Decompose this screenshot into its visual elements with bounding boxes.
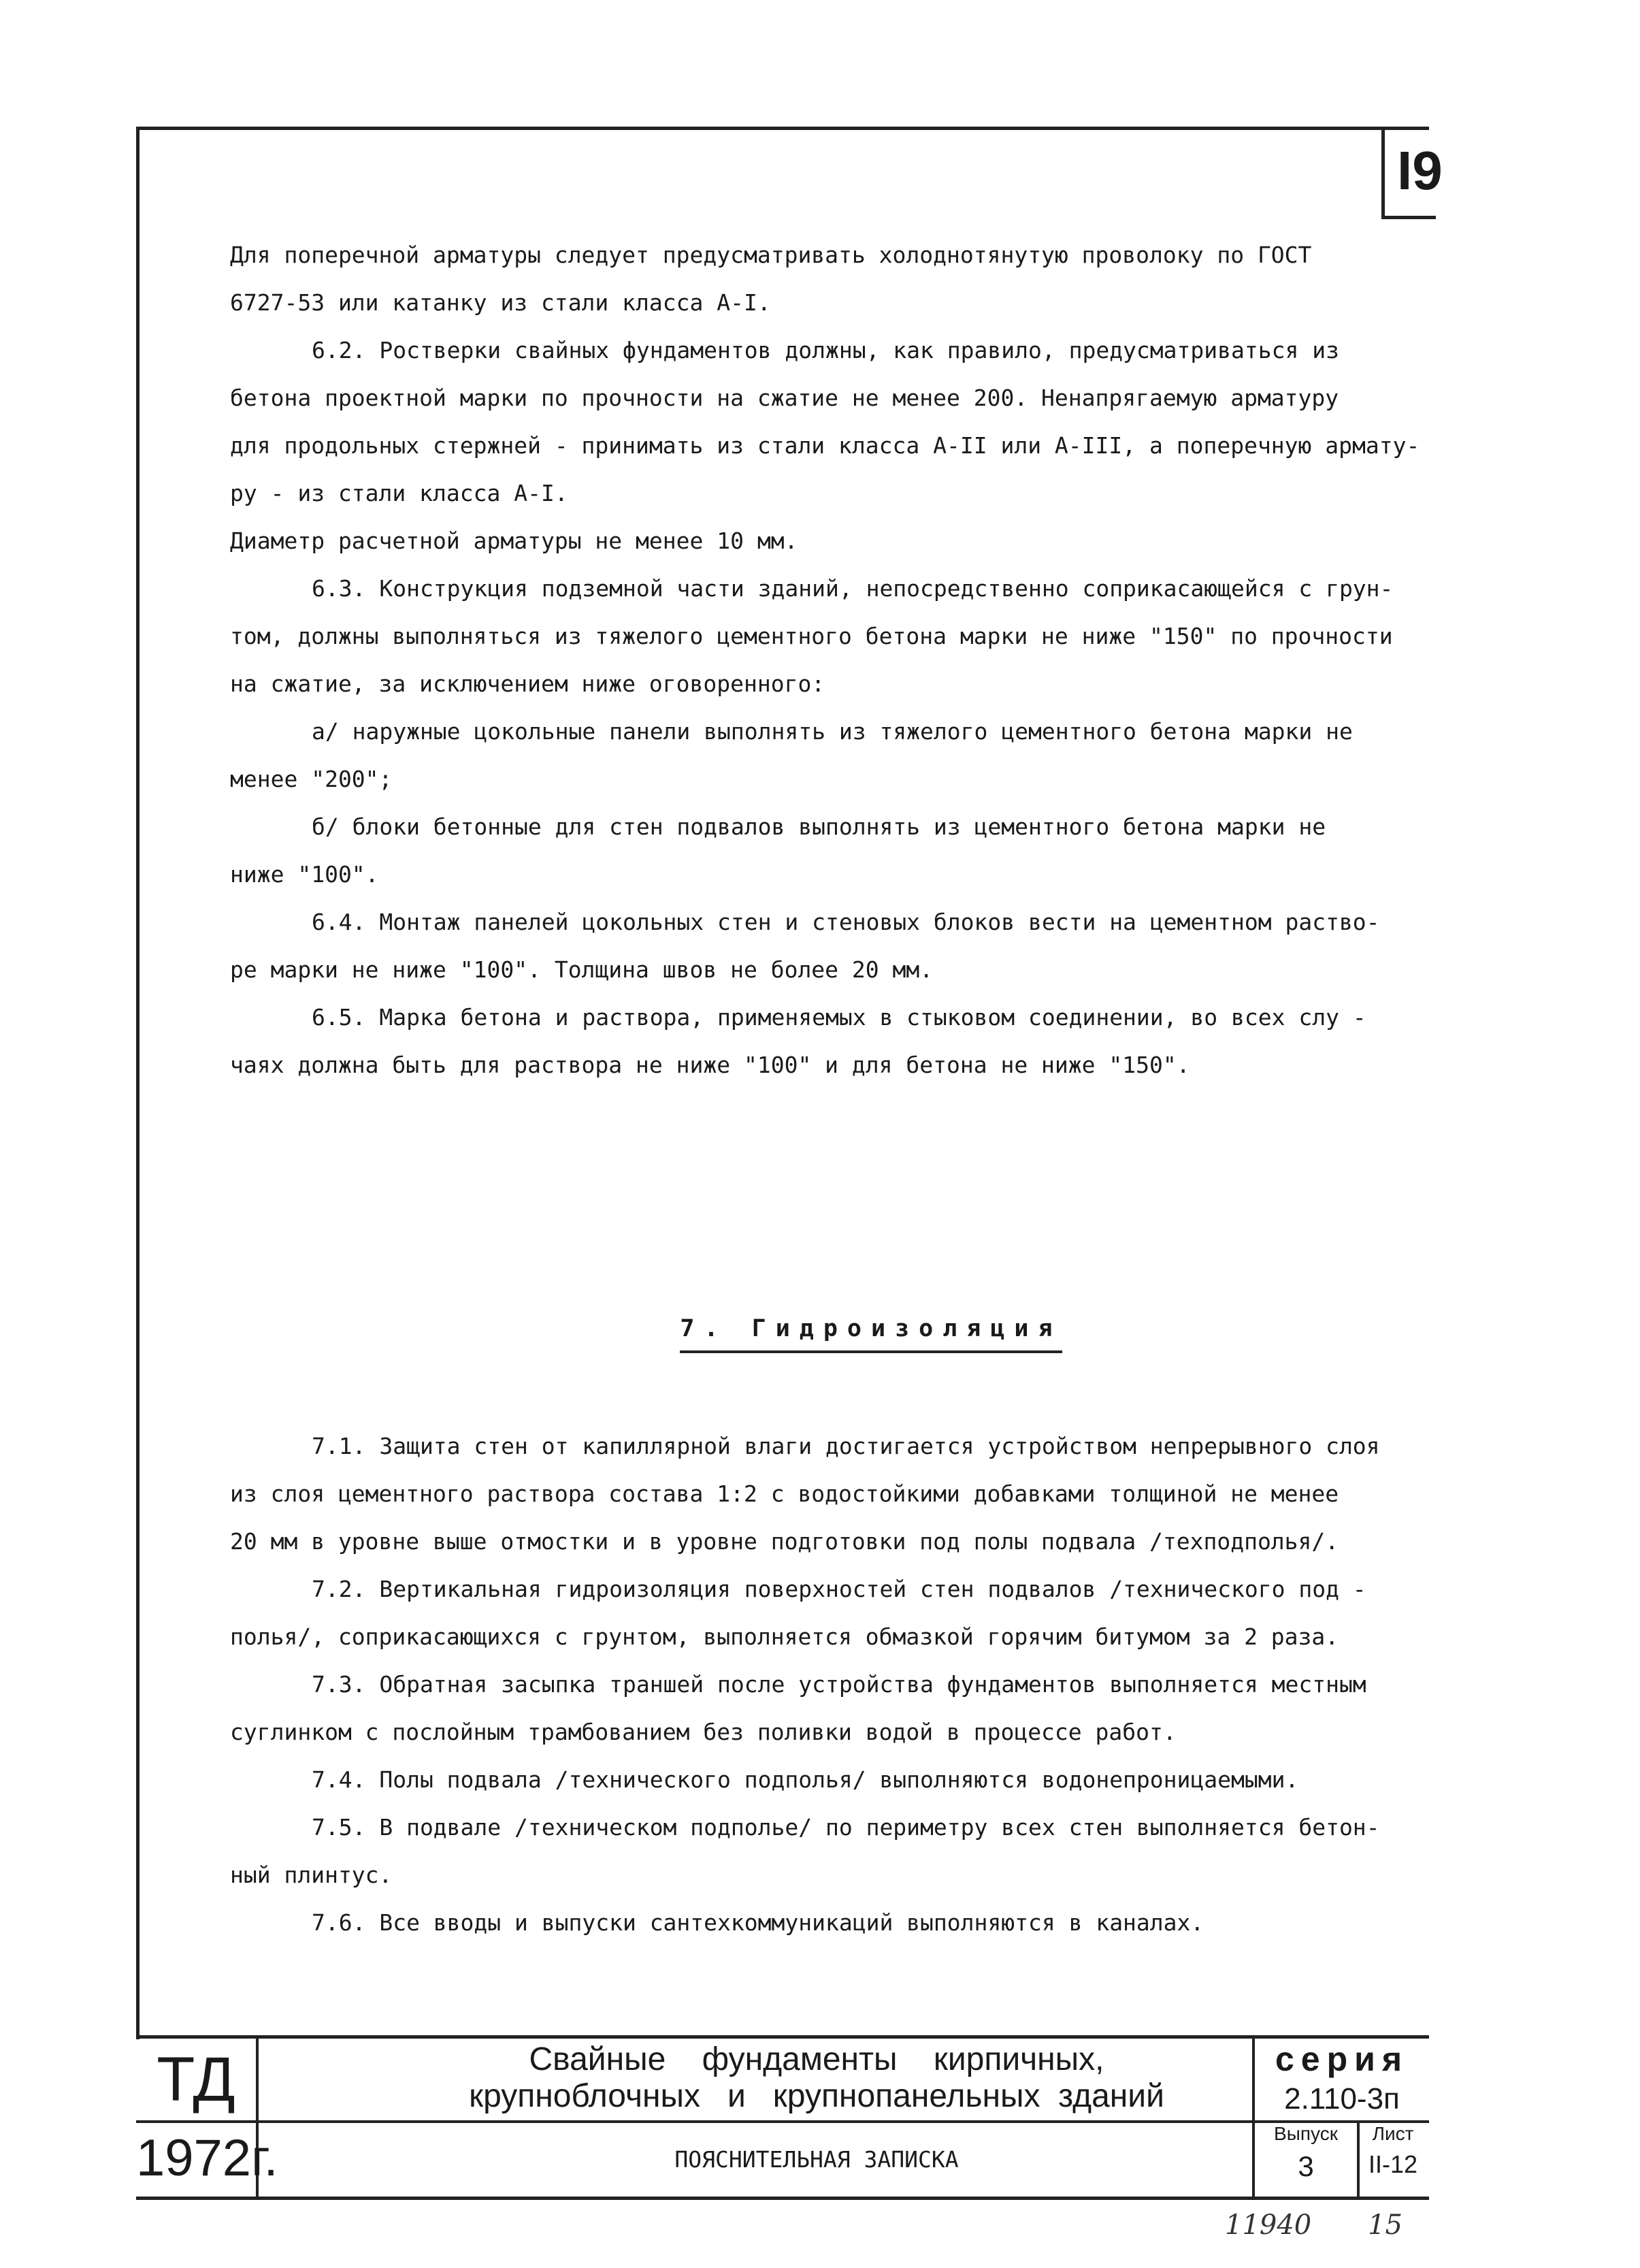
text-line: а/ наружные цокольные панели выполнять из тяжелого цементного бетона марки не — [312, 718, 1353, 745]
section-title-text: 7. Гидроизоляция — [680, 1315, 1062, 1353]
title-line-1: Свайные фундаменты кирпичных, — [529, 2041, 1104, 2077]
section-heading — [0, 1315, 1640, 1353]
text-line: Диаметр расчетной арматуры не менее 10 мм. — [230, 528, 798, 554]
text-line: бетона проектной марки по прочности на сжатие не менее 200. Ненапрягаемую арматуру — [230, 385, 1339, 411]
document-subtitle: ПОЯСНИТЕЛЬНАЯ ЗАПИСКА — [674, 2146, 959, 2173]
text-line: том, должны выполняться из тяжелого цементного бетона марки не ниже "150" по прочности — [230, 623, 1393, 649]
frame-left-border — [136, 127, 140, 2039]
text-line: ре марки не ниже "100". Толщина швов не более 20 мм. — [230, 956, 934, 983]
text-line: на сжатие, за исключением ниже оговоренного: — [230, 670, 825, 697]
vypusk-label: Выпуск — [1274, 2123, 1338, 2144]
title-block — [136, 2035, 1429, 2200]
text-line: ниже "100". — [230, 861, 379, 888]
text-line: 7.1. Защита стен от капиллярной влаги достигается устройством непрерывного слоя — [312, 1433, 1380, 1459]
text-line: менее "200"; — [230, 766, 393, 792]
handwritten-number-right: 15 — [1368, 2209, 1403, 2241]
text-line: 7.5. В подвале /техническом подполье/ по периметру всех стен выполняется бетон- — [312, 1814, 1380, 1841]
title-line-2: крупноблочных и крупнопанельных зданий — [469, 2078, 1164, 2114]
text-line: чаях должна быть для раствора не ниже "100" и для бетона не ниже "150". — [230, 1052, 1190, 1078]
text-line: 7.4. Полы подвала /технического подполья/ выполняются водонепроницаемыми. — [312, 1766, 1299, 1793]
list-label: Лист — [1372, 2123, 1414, 2144]
text-line: 6727-53 или катанку из стали класса А-I. — [230, 289, 771, 316]
document-title — [259, 2041, 1375, 2115]
text-line: 20 мм в уровне выше отмостки и в уровне подготовки под полы подвала /техподполья/. — [230, 1528, 1339, 1555]
vypusk-value: 3 — [1298, 2150, 1314, 2182]
body-text-part1 — [230, 231, 1420, 1089]
handwritten-number-left: 11940 — [1225, 2209, 1312, 2241]
text-line: б/ блоки бетонные для стен подвалов выполнять из цементного бетона марки не — [312, 813, 1326, 840]
text-line: суглинком с послойным трамбованием без поливки водой в процессе работ. — [230, 1719, 1177, 1745]
seria-label: серия — [1275, 2040, 1409, 2078]
org-code: ТД — [136, 2039, 259, 2120]
text-line: полья/, соприкасающихся с грунтом, выполняется обмазкой горячим битумом за 2 раза. — [230, 1623, 1339, 1650]
text-line: 7.3. Обратная засыпка траншей после устройства фундаментов выполняется местным — [312, 1671, 1366, 1698]
text-line: 6.2. Ростверки свайных фундаментов должны, как правило, предусматриваться из — [312, 337, 1339, 363]
text-line: для продольных стержней - принимать из стали класса А-II или А-III, а поперечную армату- — [230, 432, 1420, 459]
text-line: Для поперечной арматуры следует предусматривать холоднотянутую проволоку по ГОСТ — [230, 242, 1312, 268]
list-value: II-12 — [1368, 2150, 1418, 2178]
text-line: 7.2. Вертикальная гидроизоляция поверхностей стен подвалов /технического под - — [312, 1576, 1366, 1602]
text-line: 6.5. Марка бетона и раствора, применяемых в стыковом соединении, во всех слу - — [312, 1004, 1366, 1031]
page-number: I9 — [1381, 127, 1436, 219]
text-line: 7.6. Все вводы и выпуски сантехкоммуникаций выполняются в каналах. — [312, 1909, 1204, 1936]
text-line: из слоя цементного раствора состава 1:2 с водостойкими добавками толщиной не менее — [230, 1480, 1339, 1507]
text-line: 6.3. Конструкция подземной части зданий, непосредственно соприкасающейся с грун- — [312, 575, 1394, 602]
year: 1972г. — [136, 2120, 259, 2197]
body-text-part2 — [230, 1423, 1414, 1947]
text-line: 6.4. Монтаж панелей цокольных стен и стеновых блоков вести на цементном раство- — [312, 909, 1380, 935]
seria-value: 2.110-3п — [1284, 2082, 1400, 2116]
text-line: ру - из стали класса А-I. — [230, 480, 568, 506]
text-line: ный плинтус. — [230, 1862, 393, 1888]
frame-top-border — [136, 127, 1429, 130]
